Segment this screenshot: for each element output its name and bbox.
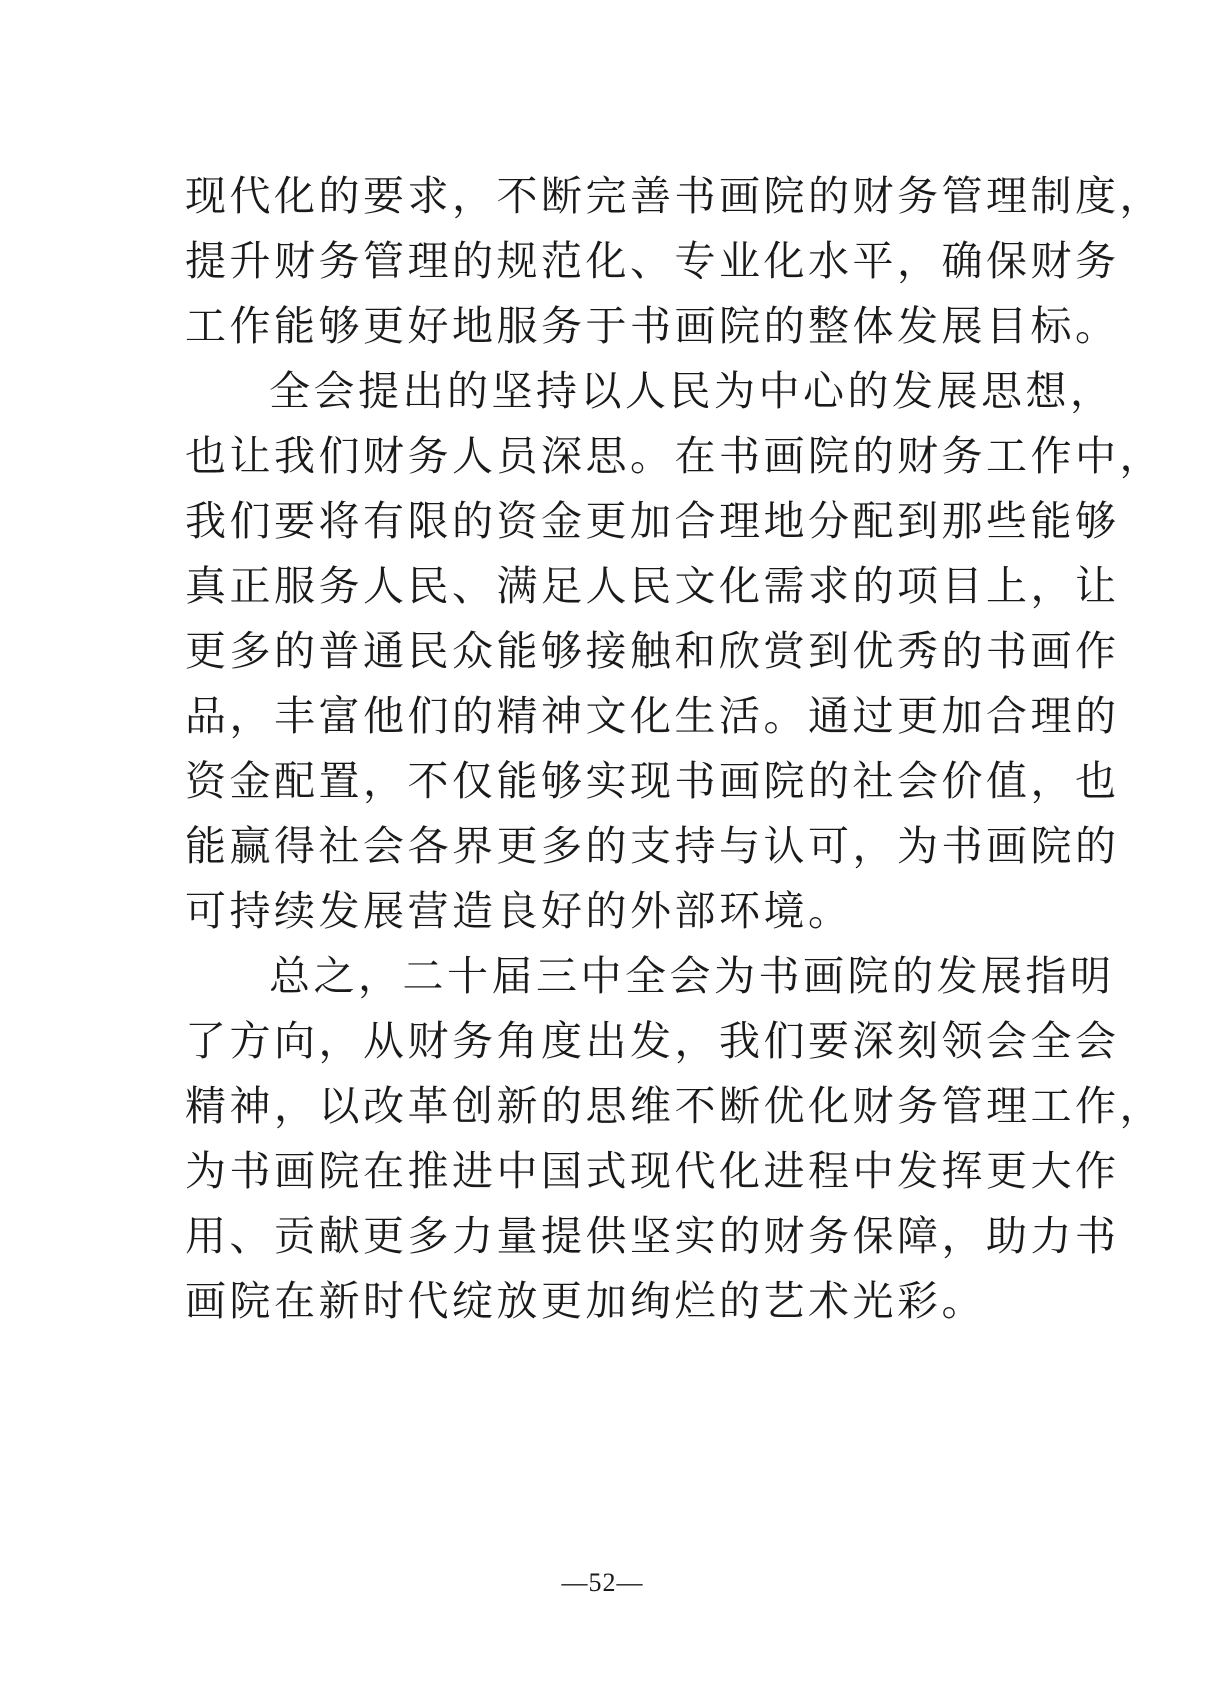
text-line: 用、贡献更多力量提供坚实的财务保障，助力书 — [185, 1212, 1120, 1260]
text-line: 工作能够更好地服务于书画院的整体发展目标。 — [185, 302, 1120, 350]
text-line: 可持续发展营造良好的外部环境。 — [185, 887, 853, 935]
body-text — [185, 164, 1164, 1334]
text-line: 精神，以改革创新的思维不断优化财务管理工作， — [185, 1082, 1164, 1130]
text-line: 能赢得社会各界更多的支持与认可，为书画院的 — [185, 822, 1120, 870]
text-line: 品，丰富他们的精神文化生活。通过更加合理的 — [185, 692, 1120, 740]
text-line: 更多的普通民众能够接触和欣赏到优秀的书画作 — [185, 627, 1120, 675]
paragraph-first-line: 总之，二十届三中全会为书画院的发展指明 — [269, 952, 1115, 1000]
paragraph-first-line: 全会提出的坚持以人民为中心的发展思想， — [269, 367, 1115, 415]
text-line: 真正服务人民、满足人民文化需求的项目上，让 — [185, 562, 1120, 610]
page-number: —52— — [561, 1568, 644, 1597]
text-line: 资金配置，不仅能够实现书画院的社会价值，也 — [185, 757, 1120, 805]
text-line: 画院在新时代绽放更加绚烂的艺术光彩。 — [185, 1277, 986, 1325]
text-line: 现代化的要求，不断完善书画院的财务管理制度， — [185, 172, 1164, 220]
text-line: 提升财务管理的规范化、专业化水平，确保财务 — [185, 237, 1120, 285]
text-line: 为书画院在推进中国式现代化进程中发挥更大作 — [185, 1147, 1120, 1195]
text-line: 了方向，从财务角度出发，我们要深刻领会全会 — [185, 1017, 1120, 1065]
text-line: 我们要将有限的资金更加合理地分配到那些能够 — [185, 497, 1120, 545]
text-line: 也让我们财务人员深思。在书画院的财务工作中， — [185, 432, 1164, 480]
